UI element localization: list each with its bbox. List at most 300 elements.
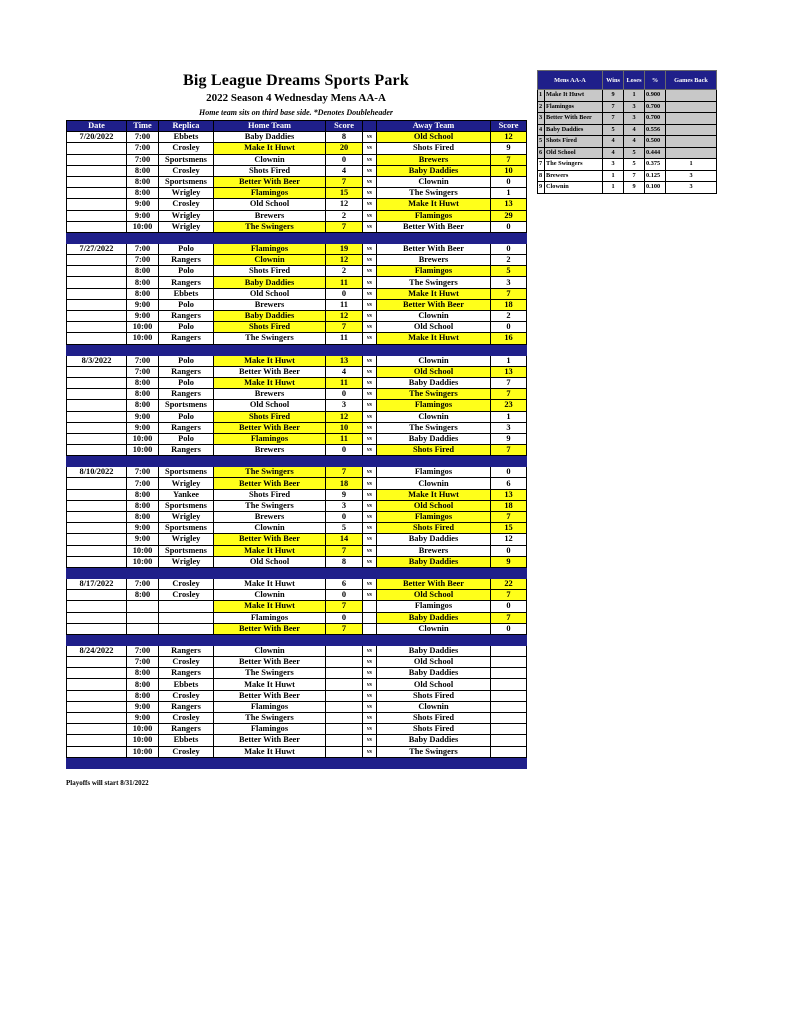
away-score <box>491 735 527 746</box>
home-score: 11 <box>326 433 363 444</box>
away-team: Clownin <box>377 411 491 422</box>
home-team: Brewers <box>214 389 326 400</box>
away-score: 18 <box>491 500 527 511</box>
away-score: 16 <box>491 333 527 344</box>
standings-rank: 8 <box>538 170 545 182</box>
schedule-row <box>67 154 527 165</box>
schedule-row <box>67 489 527 500</box>
standings-games-back <box>666 113 717 125</box>
game-time: 8:00 <box>127 277 159 288</box>
schedule-row <box>67 534 527 545</box>
vs-label: vs <box>363 288 377 299</box>
home-team: Old School <box>214 400 326 411</box>
schedule-row <box>67 188 527 199</box>
game-field: Polo <box>159 433 214 444</box>
away-team: Make It Huwt <box>377 288 491 299</box>
home-team: Shots Fired <box>214 165 326 176</box>
game-field: Wrigley <box>159 188 214 199</box>
schedule-row <box>67 311 527 322</box>
home-score: 7 <box>326 545 363 556</box>
vs-label: vs <box>363 154 377 165</box>
schedule-row <box>67 389 527 400</box>
away-score: 1 <box>491 411 527 422</box>
week-divider-bar <box>67 757 527 768</box>
home-team: The Swingers <box>214 668 326 679</box>
away-team: Flamingos <box>377 400 491 411</box>
standings-row <box>538 124 717 136</box>
game-time: 8:00 <box>127 590 159 601</box>
standings-loses: 5 <box>624 147 645 159</box>
vs-label: vs <box>363 333 377 344</box>
game-time: 7:00 <box>127 645 159 656</box>
standings-rank: 9 <box>538 182 545 194</box>
standings-rank: 4 <box>538 124 545 136</box>
schedule-row <box>67 645 527 656</box>
schedule-row <box>67 545 527 556</box>
game-field: Wrigley <box>159 478 214 489</box>
away-score: 3 <box>491 422 527 433</box>
standings-team: Flamingos <box>545 101 603 113</box>
game-time: 7:00 <box>127 143 159 154</box>
home-score: 0 <box>326 288 363 299</box>
away-team: Old School <box>377 679 491 690</box>
game-time: 9:00 <box>127 210 159 221</box>
game-field: Rangers <box>159 389 214 400</box>
home-score: 7 <box>326 467 363 478</box>
col-header-replica: Replica <box>159 121 214 132</box>
game-field: Wrigley <box>159 221 214 232</box>
home-score: 12 <box>326 255 363 266</box>
game-date <box>67 366 127 377</box>
game-date <box>67 445 127 456</box>
game-date <box>67 668 127 679</box>
vs-label: vs <box>363 255 377 266</box>
game-field: Wrigley <box>159 512 214 523</box>
game-time: 8:00 <box>127 690 159 701</box>
standings-table <box>537 70 717 194</box>
week-divider-bar <box>67 232 527 243</box>
game-date <box>67 288 127 299</box>
game-field: Rangers <box>159 701 214 712</box>
game-time: 9:00 <box>127 311 159 322</box>
vs-label: vs <box>363 389 377 400</box>
standings-header-wins: Wins <box>603 71 624 90</box>
home-score: 7 <box>326 221 363 232</box>
vs-label <box>363 601 377 612</box>
game-field: Ebbets <box>159 679 214 690</box>
vs-label: vs <box>363 724 377 735</box>
home-team: Make It Huwt <box>214 355 326 366</box>
home-team: Clownin <box>214 590 326 601</box>
vs-label: vs <box>363 478 377 489</box>
standings-wins: 4 <box>603 147 624 159</box>
standings-team: Better With Beer <box>545 113 603 125</box>
game-field: Rangers <box>159 366 214 377</box>
schedule-row <box>67 701 527 712</box>
home-team: Flamingos <box>214 701 326 712</box>
away-team: Baby Daddies <box>377 433 491 444</box>
game-time: 8:00 <box>127 500 159 511</box>
home-team: Flamingos <box>214 433 326 444</box>
away-score: 1 <box>491 188 527 199</box>
game-date: 8/10/2022 <box>67 467 127 478</box>
vs-label: vs <box>363 433 377 444</box>
game-field: Yankee <box>159 489 214 500</box>
standings-team: Clownin <box>545 182 603 194</box>
week-divider-bar <box>67 567 527 578</box>
home-team: Flamingos <box>214 188 326 199</box>
standings-row <box>538 182 717 194</box>
away-score: 12 <box>491 534 527 545</box>
game-date <box>67 433 127 444</box>
schedule-row <box>67 467 527 478</box>
schedule-row <box>67 657 527 668</box>
vs-label <box>363 612 377 623</box>
vs-label: vs <box>363 422 377 433</box>
home-team: Old School <box>214 288 326 299</box>
game-field <box>159 601 214 612</box>
schedule-row <box>67 746 527 757</box>
standings-loses: 4 <box>624 136 645 148</box>
schedule-row <box>67 411 527 422</box>
standings-row <box>538 101 717 113</box>
game-field: Polo <box>159 299 214 310</box>
standings-games-back: 3 <box>666 182 717 194</box>
game-time: 8:00 <box>127 679 159 690</box>
game-date <box>67 612 127 623</box>
game-time: 7:00 <box>127 478 159 489</box>
vs-label: vs <box>363 176 377 187</box>
col-header-vs <box>363 121 377 132</box>
game-field: Rangers <box>159 724 214 735</box>
home-score <box>326 735 363 746</box>
game-time <box>127 612 159 623</box>
game-time: 7:00 <box>127 132 159 143</box>
away-team: Flamingos <box>377 467 491 478</box>
week-divider <box>67 634 527 645</box>
home-score: 8 <box>326 556 363 567</box>
away-score <box>491 645 527 656</box>
week-divider <box>67 232 527 243</box>
game-field: Rangers <box>159 311 214 322</box>
schedule-row <box>67 478 527 489</box>
away-team: Old School <box>377 657 491 668</box>
week-divider-bar <box>67 456 527 467</box>
vs-label: vs <box>363 355 377 366</box>
game-date <box>67 143 127 154</box>
vs-label <box>363 623 377 634</box>
home-score: 0 <box>326 389 363 400</box>
standings-loses: 7 <box>624 170 645 182</box>
home-team: Shots Fired <box>214 489 326 500</box>
away-team: Shots Fired <box>377 724 491 735</box>
away-score: 9 <box>491 556 527 567</box>
standings-wins: 7 <box>603 113 624 125</box>
game-field: Polo <box>159 355 214 366</box>
away-team: Old School <box>377 590 491 601</box>
vs-label: vs <box>363 165 377 176</box>
game-time: 9:00 <box>127 199 159 210</box>
game-time: 7:00 <box>127 154 159 165</box>
header-note: Home team sits on third base side. *Denotes Doubleheader <box>199 108 393 117</box>
game-time: 7:00 <box>127 366 159 377</box>
vs-label: vs <box>363 500 377 511</box>
game-date <box>67 478 127 489</box>
home-score: 11 <box>326 333 363 344</box>
vs-label: vs <box>363 578 377 589</box>
standings-wins: 1 <box>603 170 624 182</box>
home-team: Better With Beer <box>214 534 326 545</box>
game-field: Rangers <box>159 445 214 456</box>
away-team: Shots Fired <box>377 445 491 456</box>
away-team: Make It Huwt <box>377 489 491 500</box>
game-field: Crosley <box>159 746 214 757</box>
game-date <box>67 221 127 232</box>
away-team: Better With Beer <box>377 299 491 310</box>
vs-label: vs <box>363 277 377 288</box>
away-score: 0 <box>491 176 527 187</box>
away-score <box>491 746 527 757</box>
schedule-row <box>67 132 527 143</box>
home-team: Baby Daddies <box>214 311 326 322</box>
away-team: Old School <box>377 132 491 143</box>
away-score: 22 <box>491 578 527 589</box>
game-date <box>67 299 127 310</box>
home-team: Shots Fired <box>214 322 326 333</box>
home-score <box>326 724 363 735</box>
home-team: Clownin <box>214 154 326 165</box>
standings-header-row <box>538 71 717 90</box>
home-team: Brewers <box>214 210 326 221</box>
schedule-body <box>67 132 527 769</box>
away-team: Flamingos <box>377 210 491 221</box>
game-date: 8/3/2022 <box>67 355 127 366</box>
schedule-row <box>67 735 527 746</box>
standings-games-back: 3 <box>666 170 717 182</box>
away-score <box>491 668 527 679</box>
schedule-row <box>67 322 527 333</box>
home-team: Brewers <box>214 512 326 523</box>
vs-label: vs <box>363 366 377 377</box>
game-date <box>67 411 127 422</box>
away-team: The Swingers <box>377 277 491 288</box>
standings-pct: 0.125 <box>645 170 666 182</box>
away-score: 7 <box>491 590 527 601</box>
home-team: Baby Daddies <box>214 132 326 143</box>
game-date <box>67 333 127 344</box>
home-score: 2 <box>326 266 363 277</box>
game-time: 10:00 <box>127 221 159 232</box>
game-time: 8:00 <box>127 176 159 187</box>
game-time: 8:00 <box>127 165 159 176</box>
home-score: 12 <box>326 199 363 210</box>
home-team: Baby Daddies <box>214 277 326 288</box>
game-field: Polo <box>159 411 214 422</box>
game-field: Rangers <box>159 645 214 656</box>
standings-loses: 9 <box>624 182 645 194</box>
home-team: The Swingers <box>214 500 326 511</box>
vs-label: vs <box>363 645 377 656</box>
home-score: 3 <box>326 400 363 411</box>
home-score: 20 <box>326 143 363 154</box>
game-time: 9:00 <box>127 701 159 712</box>
schedule-row <box>67 713 527 724</box>
home-team: Old School <box>214 199 326 210</box>
standings-games-back <box>666 124 717 136</box>
home-team: Flamingos <box>214 724 326 735</box>
game-field: Sportsmens <box>159 523 214 534</box>
standings-team: Baby Daddies <box>545 124 603 136</box>
game-date <box>67 255 127 266</box>
home-score: 7 <box>326 601 363 612</box>
vs-label: vs <box>363 143 377 154</box>
schedule-row <box>67 623 527 634</box>
home-score: 14 <box>326 534 363 545</box>
away-team: Clownin <box>377 623 491 634</box>
standings-team: The Swingers <box>545 159 603 171</box>
away-team: Brewers <box>377 255 491 266</box>
game-field: Sportsmens <box>159 545 214 556</box>
game-time: 10:00 <box>127 556 159 567</box>
away-score <box>491 657 527 668</box>
vs-label: vs <box>363 199 377 210</box>
away-score <box>491 690 527 701</box>
week-divider-bar <box>67 634 527 645</box>
standings-pct: 0.900 <box>645 90 666 102</box>
home-team: Make It Huwt <box>214 545 326 556</box>
away-score <box>491 679 527 690</box>
game-field: Sportsmens <box>159 176 214 187</box>
game-date: 8/24/2022 <box>67 645 127 656</box>
schedule-row <box>67 299 527 310</box>
away-score <box>491 701 527 712</box>
vs-label: vs <box>363 132 377 143</box>
standings-rank: 7 <box>538 159 545 171</box>
away-team: Baby Daddies <box>377 534 491 545</box>
home-team: Shots Fired <box>214 266 326 277</box>
game-time: 7:00 <box>127 255 159 266</box>
away-team: Baby Daddies <box>377 645 491 656</box>
home-score: 7 <box>326 322 363 333</box>
home-score: 11 <box>326 277 363 288</box>
game-time: 7:00 <box>127 657 159 668</box>
away-score: 7 <box>491 512 527 523</box>
standings-pct: 0.556 <box>645 124 666 136</box>
game-field: Crosley <box>159 690 214 701</box>
home-score: 11 <box>326 377 363 388</box>
standings-rank: 5 <box>538 136 545 148</box>
home-score <box>326 668 363 679</box>
game-date <box>67 188 127 199</box>
game-time: 8:00 <box>127 377 159 388</box>
home-score: 19 <box>326 243 363 254</box>
game-time: 8:00 <box>127 266 159 277</box>
away-score: 9 <box>491 433 527 444</box>
game-date <box>67 500 127 511</box>
home-score <box>326 701 363 712</box>
away-score: 9 <box>491 143 527 154</box>
game-field: Polo <box>159 377 214 388</box>
game-date <box>67 277 127 288</box>
away-score: 23 <box>491 400 527 411</box>
game-date <box>67 724 127 735</box>
game-time: 9:00 <box>127 411 159 422</box>
standings-rank: 3 <box>538 113 545 125</box>
home-score: 18 <box>326 478 363 489</box>
away-team: Baby Daddies <box>377 165 491 176</box>
home-score: 0 <box>326 154 363 165</box>
away-score: 18 <box>491 299 527 310</box>
home-team: Old School <box>214 556 326 567</box>
home-score: 9 <box>326 489 363 500</box>
game-time: 10:00 <box>127 433 159 444</box>
game-time: 10:00 <box>127 333 159 344</box>
schedule-row <box>67 277 527 288</box>
vs-label: vs <box>363 467 377 478</box>
away-score: 0 <box>491 221 527 232</box>
vs-label: vs <box>363 657 377 668</box>
home-score: 3 <box>326 500 363 511</box>
game-date <box>67 266 127 277</box>
home-team: The Swingers <box>214 713 326 724</box>
home-team: Shots Fired <box>214 411 326 422</box>
standings-row <box>538 113 717 125</box>
game-date <box>67 512 127 523</box>
home-score: 2 <box>326 210 363 221</box>
standings-games-back: 1 <box>666 159 717 171</box>
away-team: Shots Fired <box>377 713 491 724</box>
game-date <box>67 545 127 556</box>
game-time: 9:00 <box>127 299 159 310</box>
game-field: Crosley <box>159 165 214 176</box>
away-score: 7 <box>491 389 527 400</box>
schedule-row <box>67 288 527 299</box>
playoffs-note: Playoffs will start 8/31/2022 <box>66 779 149 787</box>
game-time: 10:00 <box>127 322 159 333</box>
standings-header-division: Mens AA-A <box>538 71 603 90</box>
away-score: 7 <box>491 445 527 456</box>
schedule-row <box>67 512 527 523</box>
away-score: 3 <box>491 277 527 288</box>
page-subtitle: 2022 Season 4 Wednesday Mens AA-A <box>206 92 386 104</box>
away-team: Clownin <box>377 701 491 712</box>
game-date <box>67 623 127 634</box>
home-team: The Swingers <box>214 333 326 344</box>
vs-label: vs <box>363 299 377 310</box>
schedule-table <box>66 120 527 769</box>
game-field: Sportsmens <box>159 154 214 165</box>
game-date <box>67 322 127 333</box>
schedule-row <box>67 668 527 679</box>
away-score: 15 <box>491 523 527 534</box>
home-score: 10 <box>326 422 363 433</box>
away-team: Better With Beer <box>377 243 491 254</box>
home-score: 4 <box>326 165 363 176</box>
game-date <box>67 489 127 500</box>
home-score: 0 <box>326 445 363 456</box>
standings-team: Make It Huwt <box>545 90 603 102</box>
vs-label: vs <box>363 445 377 456</box>
schedule-row <box>67 199 527 210</box>
away-score: 10 <box>491 165 527 176</box>
schedule-row <box>67 433 527 444</box>
game-time <box>127 623 159 634</box>
schedule-row <box>67 165 527 176</box>
home-score: 13 <box>326 355 363 366</box>
home-team: Better With Beer <box>214 422 326 433</box>
game-field: Rangers <box>159 277 214 288</box>
away-team: Old School <box>377 366 491 377</box>
